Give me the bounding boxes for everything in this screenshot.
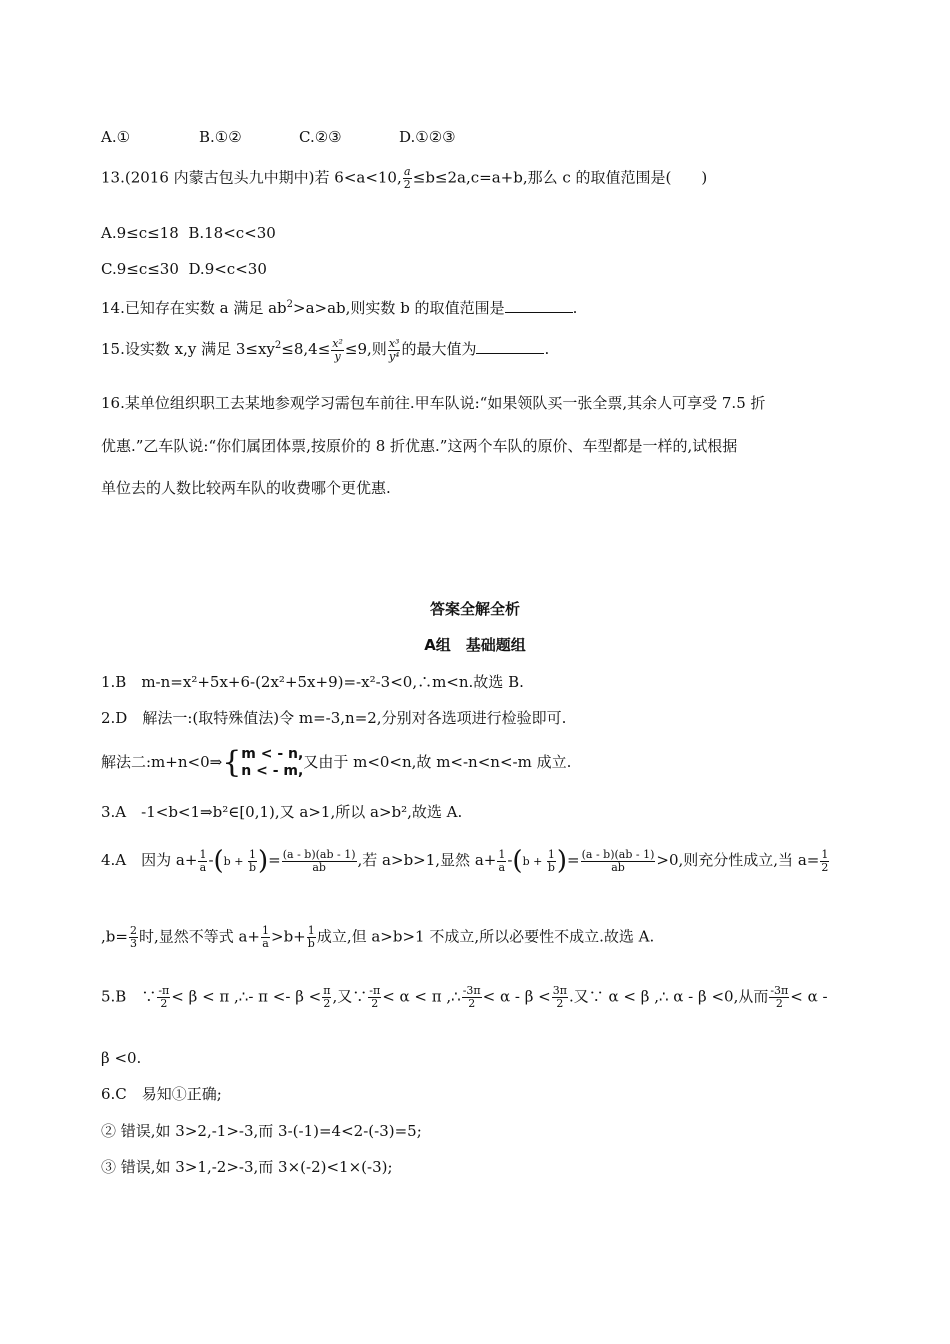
question-16-line3: 单位去的人数比较两车队的收费哪个更优惠. bbox=[101, 479, 391, 497]
answer-blank[interactable] bbox=[505, 298, 573, 313]
q12-option-c: C.②③ bbox=[299, 128, 342, 146]
question-14: 14.已知存在实数 a 满足 $ab^2>a>ab$,则实数 b 的取值范围是 . bbox=[101, 299, 578, 317]
question-13: 13.(2016 内蒙古包头九中期中)若 6<a<10, $\frac{a}{2}$ ≤b≤2a,c=a+b,那么 c 的取值范围是( ) bbox=[101, 165, 708, 191]
fraction: $\frac{\text{x²}}{y}$ bbox=[332, 336, 343, 363]
answer-2b: 解法二:m+n<0⇒{ m < - n, n < - m, 又由于 m<0<n,故 m<-n<n<-m 成立. bbox=[101, 745, 572, 780]
q12-option-b: B.①② bbox=[199, 128, 242, 146]
fraction: $\frac{\text{x³}}{\text{y⁴}}$ bbox=[388, 336, 400, 363]
question-15: 15.设实数 x,y 满足 $3\le xy^2\le 8,4\le$ $\frac{\text{x²}}{y}$ ≤9,则 $\frac{\text{x³}}{\text{y⁴}}$ 的最大值为 . bbox=[101, 336, 550, 363]
answer-6c: ③ 错误,如 3>1,-2>-3,而 3×(-2)<1×(-3); bbox=[101, 1158, 393, 1176]
answer-6b: ② 错误,如 3>2,-1>-3,而 3-(-1)=4<2-(-3)=5; bbox=[101, 1122, 422, 1140]
answer-1: 1.B m-n=x²+5x+6-(2x²+5x+9)=-x²-3<0,∴m<n.故选 B. bbox=[101, 673, 524, 691]
q13-options-row1: A.9≤c≤18 B.18<c<30 bbox=[101, 224, 276, 242]
inequality-system: m < - n, n < - m, bbox=[241, 746, 304, 779]
answer-2: 2.D 解法一:(取特殊值法)令 m=-3,n=2,分别对各选项进行检验即可. bbox=[101, 709, 567, 727]
q12-option-d: D.①②③ bbox=[399, 128, 456, 146]
answer-title: 答案全解全析 bbox=[429, 600, 520, 618]
answer-4: 4.A 因为 a+ $\frac{1}{a}$ -(b + $\frac{1}{b}$ )= $\frac{(a - b)(ab - 1)}{ab}$ ,若 a>b>1,显然 a+ $\frac{1}{a}$ -(b + $\frac{1}{b}$ )= $\frac{(a - b)(ab - 1)}{ab}$ >0,则充分性成立,当 a= $\frac{1}{2}$ bbox=[101, 846, 829, 876]
answer-5b: β <0. bbox=[101, 1049, 142, 1067]
question-16-line1: 16.某单位组织职工去某地参观学习需包车前往.甲车队说:“如果领队买一张全票,其余人可享受 7.5 折 bbox=[101, 394, 766, 412]
question-16-line2: 优惠.”乙车队说:“你们属团体票,按原价的 8 折优惠.”这两个车队的原价、车型都是一样的,试根据 bbox=[101, 437, 738, 455]
answer-5: 5.B ∵ $\frac{-\pi}{2}$ < β < π ,∴- π <- β < $\frac{\pi}{2}$ ,又∵ $\frac{-\pi}{2}$ < α < π ,∴ $\frac{-3\pi}{2}$ < α - β < $\frac{3\pi}{2}$ .又∵ α < β ,∴ α - β <0,从而 $\frac{-3\pi}{2}$ < α - bbox=[101, 984, 828, 1010]
answer-blank[interactable] bbox=[476, 339, 544, 354]
answer-4b: ,b= $\frac{2}{3}$ 时,显然不等式 a+ $\frac{1}{a}$ >b+ $\frac{1}{b}$ 成立,但 a>b>1 不成立,所以必要性不成立.故选 A. bbox=[101, 924, 655, 950]
fraction: $\frac{a}{2}$ bbox=[403, 165, 411, 191]
answer-6: 6.C 易知①正确; bbox=[101, 1085, 222, 1103]
q12-option-a: A.① bbox=[101, 128, 131, 146]
q12-options bbox=[101, 127, 456, 147]
answer-3: 3.A -1<b<1⇒b²∈[0,1),又 a>1,所以 a>b²,故选 A. bbox=[101, 803, 463, 821]
brace: { bbox=[222, 745, 242, 780]
group-title: A组 基础题组 bbox=[424, 636, 526, 654]
q13-options-row2: C.9≤c≤30 D.9<c<30 bbox=[101, 260, 267, 278]
